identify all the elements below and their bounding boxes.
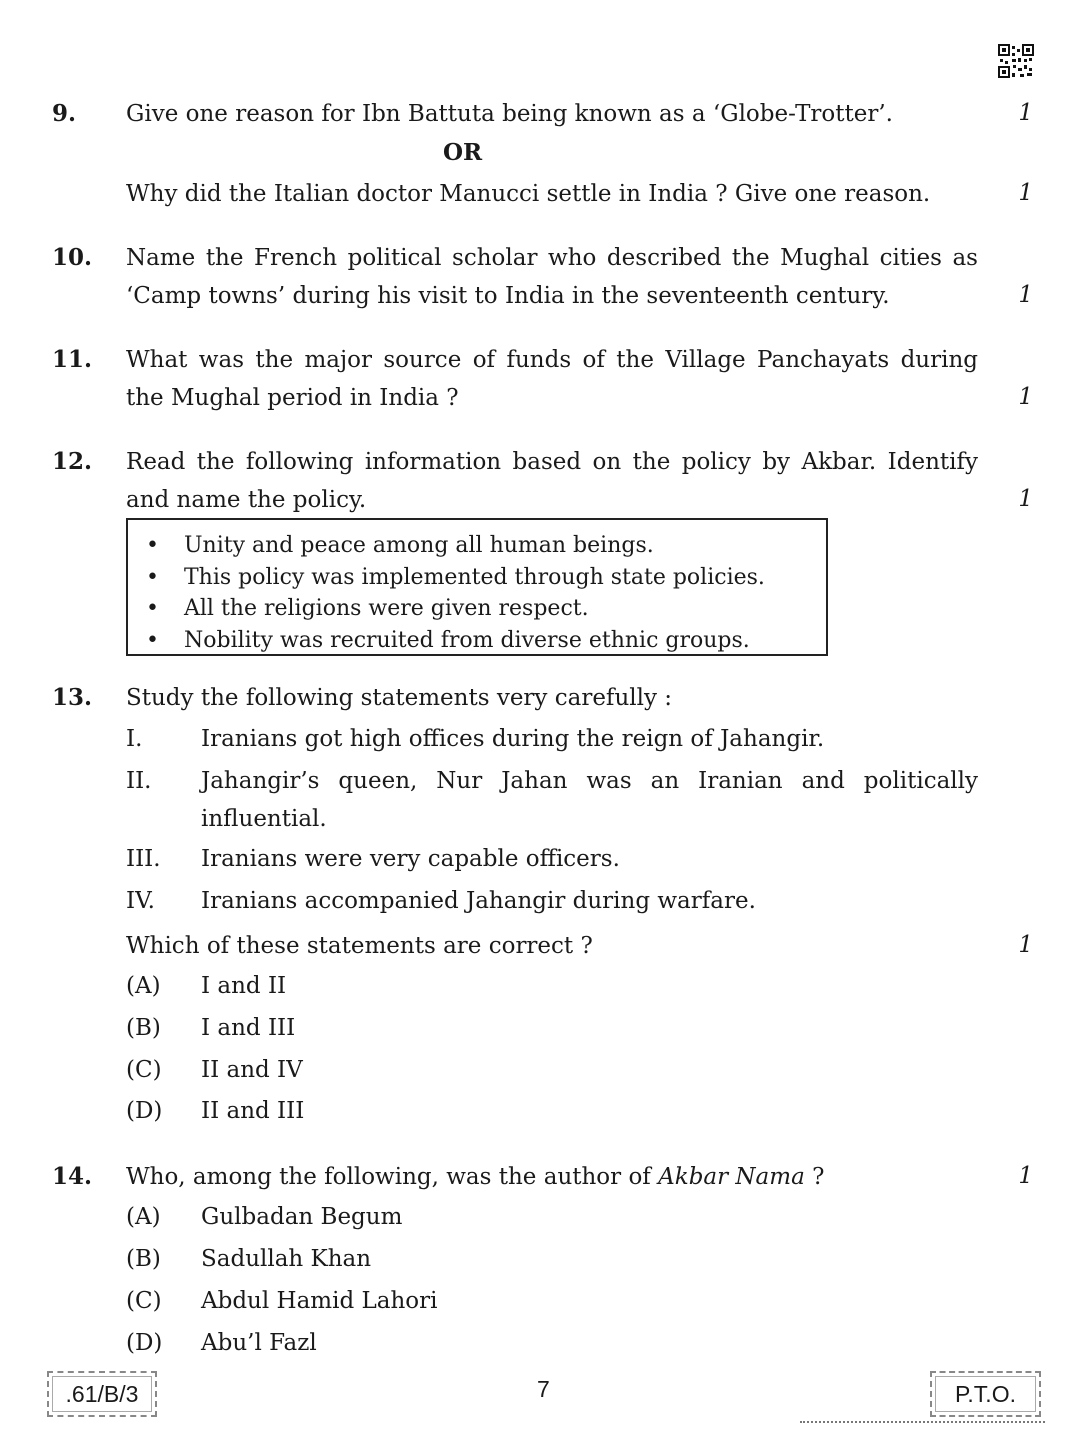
option-label: (B) [126,1015,161,1041]
statement-text: Iranians got high offices during the reign of Jahangir. [201,726,825,752]
statement-label: II. [126,768,152,794]
statement-text: Iranians accompanied Jahangir during warfare. [201,888,756,914]
question-number: 14. [52,1163,93,1190]
qr-code-icon [998,44,1034,78]
option-text: II and IV [201,1057,303,1083]
policy-bullet-list [128,520,826,656]
question-marks: 1 [1018,1163,1033,1189]
option-label: (C) [126,1057,162,1083]
book-title: Akbar Nama [658,1164,805,1190]
bullet-item: • This policy was implemented through state policies. [184,562,826,594]
statement-text: Jahangir’s queen, Nur Jahan was an Iranian and politically influential. [201,768,978,832]
statement-label: III. [126,846,161,872]
option-text: Gulbadan Begum [201,1204,403,1230]
question-text: Name the French political scholar who described the Mughal cities as ‘Camp towns’ during his visit to India in the seventeenth century. [126,245,978,309]
question-text: Study the following statements very carefully : [126,685,673,711]
option-label: (D) [126,1330,163,1356]
question-text-before: Who, among the following, was the author of [126,1164,659,1190]
option-text: Sadullah Khan [201,1246,372,1272]
question-marks: 1 [1018,100,1033,126]
pto-box [930,1371,1041,1417]
question-text: What was the major source of funds of the Village Panchayats during the Mughal period in India ? [126,347,978,411]
question-number: 13. [52,684,93,711]
question-text [126,1158,978,1196]
statement-label: IV. [126,888,155,914]
question-number: 11. [52,346,93,373]
paper-code-box [47,1371,157,1417]
statement-text: Iranians were very capable officers. [201,846,620,872]
option-label: (C) [126,1288,162,1314]
paper-code: .61/B/3 [52,1376,152,1412]
option-text: II and III [201,1098,305,1124]
option-label: (A) [126,1204,161,1230]
question-number: 12. [52,448,93,475]
question-alt-text: Why did the Italian doctor Manucci settle in India ? Give one reason. [126,181,931,207]
question-marks: 1 [1018,282,1033,308]
page-number: 7 [537,1376,550,1402]
question-text-after: ? [804,1164,825,1190]
question-prompt: Which of these statements are correct ? [126,933,593,959]
policy-info-box [126,518,828,656]
question-marks: 1 [1018,384,1033,410]
bullet-item: • Unity and peace among all human beings. [184,530,826,562]
bullet-item: • All the religions were given respect. [184,593,826,625]
option-label: (D) [126,1098,163,1124]
question-marks: 1 [1018,932,1033,958]
statement-label: I. [126,726,143,752]
question-text: Give one reason for Ibn Battuta being known as a ‘Globe-Trotter’. [126,101,893,127]
bullet-item: • Nobility was recruited from diverse ethnic groups. [184,625,826,657]
option-text: I and III [201,1015,296,1041]
question-number: 10. [52,244,93,271]
option-text: Abu’l Fazl [201,1330,317,1356]
option-label: (B) [126,1246,161,1272]
footer-divider [800,1421,1045,1423]
or-separator: OR [443,139,483,166]
question-number: 9. [52,100,77,127]
option-text: I and II [201,973,287,999]
option-label: (A) [126,973,161,999]
question-marks: 1 [1018,486,1033,512]
question-alt-marks: 1 [1018,180,1033,206]
pto-label: P.T.O. [935,1376,1036,1412]
option-text: Abdul Hamid Lahori [201,1288,438,1314]
question-text: Read the following information based on the policy by Akbar. Identify and name the policy. [126,449,978,513]
